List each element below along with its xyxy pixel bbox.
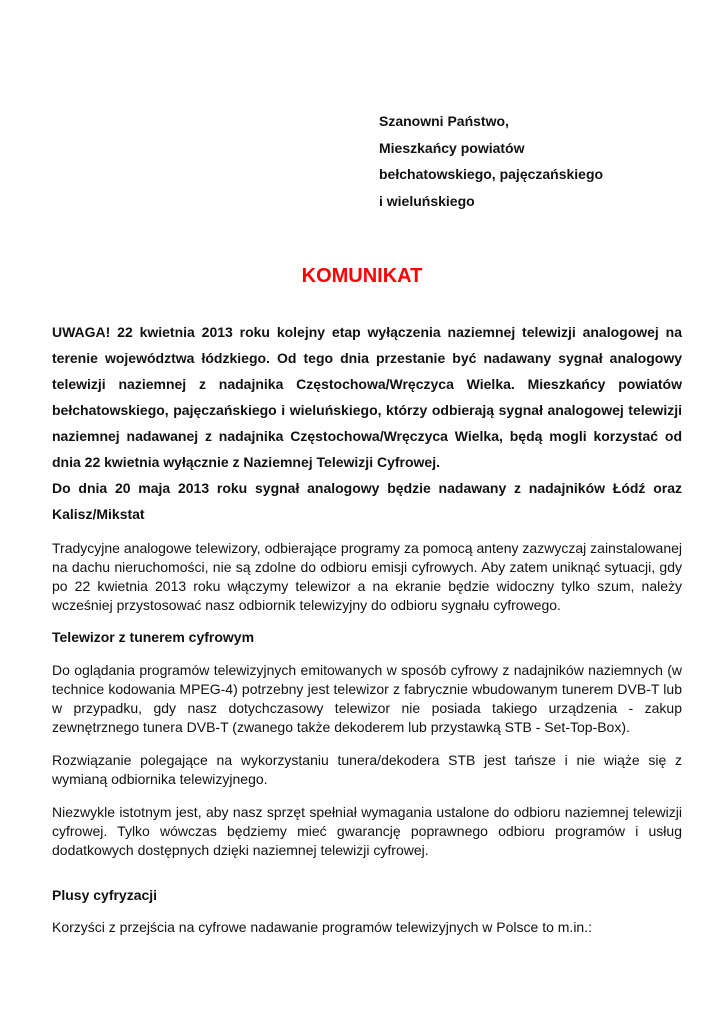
address-line-counties: bełchatowskiego, pajęczańskiego bbox=[379, 166, 604, 182]
benefits-paragraph: Korzyści z przejścia na cyfrowe nadawanie programów telewizyjnych w Polsce to m.in.: bbox=[52, 919, 592, 935]
address-line-salutation: Szanowni Państwo, bbox=[379, 113, 509, 129]
tuner-paragraph-2: Rozwiązanie polegające na wykorzystaniu tunera/dekodera STB jest tańsze i nie wiąże się z wymianą odbiornika telewizyjnego. bbox=[52, 752, 682, 787]
tuner-paragraph-3: Niezwykle istotnym jest, aby nasz sprzęt spełniał wymagania ustalone do odbioru naziemnej telewizji cyfrowej. Tylko wówczas będziemy mieć gwarancję poprawnego odbioru programów i usług dodatkowych dostępnych dzięki naziemnej telewizji cyfrowej. bbox=[52, 804, 682, 858]
intro-paragraph: Tradycyjne analogowe telewizory, odbierające programy za pomocą anteny zazwyczaj zainstalowanej na dachu nieruchomości, nie są zdolne do odbioru emisji cyfrowych. Aby zatem uniknąć sytuacji, gdy po 22 kwietnia 2013 roku włączymy telewizor a na ekranie będzie widoczny tylko szum, należy wcześniej przystosować nasz odbiornik telewizyjny do odbioru sygnału cyfrowego. bbox=[52, 540, 682, 613]
address-line-county-last: i wieluńskiego bbox=[379, 192, 475, 209]
section-tuner-heading: Telewizor z tunerem cyfrowym bbox=[52, 629, 255, 645]
tuner-paragraph-1: Do oglądania programów telewizyjnych emitowanych w sposób cyfrowy z nadajników naziemnych (w technice kodowania MPEG-4) potrzebny jest telewizor z fabrycznie wbudowanym tunerem DVB-T lub w przypadku, gdy nasz dotychczasowy telewizor nie posiada takiego urządzenia - zakup zewnętrznego tunera DVB-T (zwanego także dekoderem lub przystawką STB - Set-Top-Box). bbox=[52, 662, 682, 735]
address-line-residents: Mieszkańcy powiatów bbox=[379, 139, 525, 156]
document-title: KOMUNIKAT bbox=[301, 265, 423, 287]
notice-main: UWAGA! 22 kwietnia 2013 roku kolejny etap wyłączenia naziemnej telewizji analogowej na terenie województwa łódzkiego. Od tego dnia przestanie być nadawany sygnał analogowy telewizji naziemnej z nadajnika Częstochowa/Wręczyca Wielka. Mieszkańcy powiatów bełchatowskiego, pajęczańskiego i wieluńskiego, którzy odbierają sygnał analogowej telewizji naziemnej nadawanej z nadajnika Częstochowa/Wręczyca Wielka, będą mogli korzystać od dnia 22 kwietnia wyłącznie z Naziemnej Telewizji Cyfrowej. bbox=[52, 324, 682, 470]
address-block bbox=[379, 108, 603, 214]
section-benefits-heading: Plusy cyfryzacji bbox=[52, 887, 158, 903]
document-body bbox=[52, 319, 682, 937]
notice-secondary: Do dnia 20 maja 2013 roku sygnał analogowy będzie nadawany z nadajników Łódź oraz Kalisz/Mikstat bbox=[52, 480, 682, 522]
